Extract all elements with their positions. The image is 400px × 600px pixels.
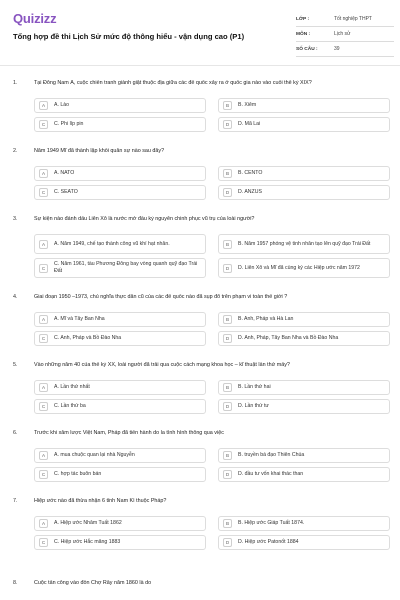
question-1 xyxy=(0,78,400,132)
option-text: D. ANZUS xyxy=(238,189,262,196)
option-d[interactable] xyxy=(218,535,390,550)
question-5 xyxy=(0,360,400,414)
question-text: Cuộc tấn công vào đồn Chợ Rẫy năm 1860 là do xyxy=(34,580,152,586)
option-letter: D xyxy=(223,470,232,479)
option-a[interactable] xyxy=(34,380,206,395)
option-letter: D xyxy=(223,188,232,197)
option-b[interactable] xyxy=(218,98,390,113)
option-letter: A xyxy=(39,451,48,460)
option-text: B. truyền bá đạo Thiên Chúa xyxy=(238,452,305,459)
answer-options xyxy=(34,234,390,278)
option-c[interactable] xyxy=(34,331,206,346)
option-c[interactable] xyxy=(34,117,206,132)
question-text: Tại Đông Nam Á, cuộc chiến tranh giành giật thuộc địa giữa các đế quốc xảy ra ở quốc gia nào vào cuối thế kỷ XIX? xyxy=(34,80,312,86)
option-letter: C xyxy=(39,538,48,547)
question-7 xyxy=(0,496,400,550)
option-a[interactable] xyxy=(34,312,206,327)
question-text: Vào những năm 40 của thế kỷ XX, loài người đã trải qua cuộc cách mạng khoa học – kĩ thuật lần thứ mấy? xyxy=(34,362,290,368)
meta-key: LỚP : xyxy=(296,16,310,22)
option-b[interactable] xyxy=(218,516,390,531)
option-text: A. NATO xyxy=(54,170,75,177)
option-c[interactable] xyxy=(34,258,206,278)
quizizz-logo: Quizizz xyxy=(13,11,57,26)
option-b[interactable] xyxy=(218,166,390,181)
option-d[interactable] xyxy=(218,258,390,278)
option-d[interactable] xyxy=(218,467,390,482)
question-number: 6. xyxy=(13,430,18,436)
option-letter: A xyxy=(39,383,48,392)
option-text: D. Lần thứ tư xyxy=(238,403,269,410)
option-text: C. Hiệp ước Hắc măng 1883 xyxy=(54,539,121,546)
question-text: Sự kiện nào đánh dấu Liên Xô là nước mở đầu kỷ nguyên chinh phục vũ trụ của loài người? xyxy=(34,216,255,222)
option-letter: D xyxy=(223,538,232,547)
option-text: B. Hiệp ước Giáp Tuất 1874. xyxy=(238,520,305,527)
option-letter: B xyxy=(223,169,232,178)
option-letter: B xyxy=(223,101,232,110)
answer-options xyxy=(34,380,390,414)
option-text: A. Lào xyxy=(54,102,69,109)
option-letter: C xyxy=(39,188,48,197)
option-letter: C xyxy=(39,470,48,479)
option-text: C. Lần thứ ba xyxy=(54,403,86,410)
option-a[interactable] xyxy=(34,516,206,531)
meta-value: Lịch sử xyxy=(334,31,351,37)
option-text: D. Mã Lai xyxy=(238,121,261,128)
meta-row-subject xyxy=(296,27,394,42)
option-letter: A xyxy=(39,169,48,178)
meta-value: 39 xyxy=(334,46,340,52)
option-text: A. Mĩ và Tây Ban Nha xyxy=(54,316,105,323)
option-text: D. Liên Xô và Mĩ đã cùng ký các Hiệp ước năm 1972 xyxy=(238,264,360,271)
question-text: Giai đoạn 1950 –1973, chủ nghĩa thực dân cũ của các đế quốc nào đã sụp đổ trên phạm vi toàn thế giới ? xyxy=(34,294,288,300)
option-text: A. Hiệp ước Nhâm Tuất 1862 xyxy=(54,520,122,527)
question-2 xyxy=(0,146,400,200)
option-letter: C xyxy=(39,402,48,411)
option-text: A. Lần thứ nhất xyxy=(54,384,90,391)
option-d[interactable] xyxy=(218,117,390,132)
option-text: B. Lần thứ hai xyxy=(238,384,271,391)
option-text: C. Phi líp pin xyxy=(54,121,84,128)
option-c[interactable] xyxy=(34,535,206,550)
worksheet-header xyxy=(0,0,400,62)
option-d[interactable] xyxy=(218,399,390,414)
option-b[interactable] xyxy=(218,448,390,463)
option-b[interactable] xyxy=(218,312,390,327)
question-text: Hiệp ước nào đã thừa nhận 6 tỉnh Nam Kì thuộc Pháp? xyxy=(34,498,167,504)
option-text: A. Năm 1949, chế tạo thành công vũ khí hạt nhân. xyxy=(54,240,170,247)
meta-row-count xyxy=(296,42,394,57)
option-a[interactable] xyxy=(34,448,206,463)
option-letter: B xyxy=(223,383,232,392)
question-number: 3. xyxy=(13,216,18,222)
option-c[interactable] xyxy=(34,467,206,482)
option-text: D. Anh, Pháp, Tây Ban Nha và Bồ Đào Nha xyxy=(238,335,339,342)
option-a[interactable] xyxy=(34,166,206,181)
option-letter: C xyxy=(39,264,48,273)
question-4 xyxy=(0,292,400,346)
option-text: D. đầu tư vốn khai thác than xyxy=(238,471,304,478)
option-letter: D xyxy=(223,120,232,129)
answer-options xyxy=(34,516,390,550)
question-number: 2. xyxy=(13,148,18,154)
worksheet-meta xyxy=(296,12,394,57)
answer-options xyxy=(34,98,390,132)
question-3 xyxy=(0,214,400,278)
question-number: 4. xyxy=(13,294,18,300)
meta-key: MÔN : xyxy=(296,31,311,37)
option-b[interactable] xyxy=(218,380,390,395)
option-letter: A xyxy=(39,315,48,324)
question-text: Trước khi xâm lược Việt Nam, Pháp đã tiến hành do la tình hình thông qua việc xyxy=(34,430,224,436)
question-number: 8. xyxy=(13,580,18,586)
option-a[interactable] xyxy=(34,98,206,113)
option-text: D. Hiệp ước Patonốt 1884 xyxy=(238,539,299,546)
option-text: B. Xiêm xyxy=(238,102,257,109)
question-6 xyxy=(0,428,400,482)
option-c[interactable] xyxy=(34,185,206,200)
option-a[interactable] xyxy=(34,234,206,254)
answer-options xyxy=(34,448,390,482)
option-letter: A xyxy=(39,519,48,528)
option-text: C. hợp tác buôn bán xyxy=(54,471,102,478)
meta-value: Tốt nghiệp THPT xyxy=(334,16,372,22)
option-b[interactable] xyxy=(218,234,390,254)
option-letter: D xyxy=(223,402,232,411)
option-text: A. mua chuộc quan lại nhà Nguyễn xyxy=(54,452,135,459)
option-text: C. Năm 1961, tàu Phương Đông bay vòng quanh quỹ đạo Trái Đất xyxy=(54,261,198,274)
option-d[interactable] xyxy=(218,185,390,200)
header-divider xyxy=(0,65,400,66)
question-number: 1. xyxy=(13,80,18,86)
page-title: Tổng hợp đề thi Lịch Sử mức độ thông hiểu - vận dụng cao (P1) xyxy=(13,32,245,41)
option-letter: B xyxy=(223,240,232,249)
option-d[interactable] xyxy=(218,331,390,346)
option-letter: D xyxy=(223,264,232,273)
option-letter: B xyxy=(223,519,232,528)
answer-options xyxy=(34,166,390,200)
meta-key: SỐ CÂU : xyxy=(296,46,318,52)
option-letter: A xyxy=(39,101,48,110)
option-text: C. Anh, Pháp và Bồ Đào Nha xyxy=(54,335,122,342)
option-c[interactable] xyxy=(34,399,206,414)
question-8 xyxy=(0,578,400,592)
option-text: B. CENTO xyxy=(238,170,263,177)
option-text: B. Năm 1957 phóng vệ tinh nhân tạo lên quỹ đạo Trái Đất xyxy=(238,240,371,247)
answer-options xyxy=(34,312,390,346)
option-letter: C xyxy=(39,120,48,129)
question-text: Năm 1949 Mĩ đã thành lập khối quân sự nào sau đây? xyxy=(34,148,165,154)
question-number: 5. xyxy=(13,362,18,368)
meta-row-class xyxy=(296,12,394,27)
question-list xyxy=(0,78,400,564)
option-letter: B xyxy=(223,451,232,460)
option-letter: B xyxy=(223,315,232,324)
option-letter: C xyxy=(39,334,48,343)
option-letter: A xyxy=(39,240,48,249)
option-text: C. SEATO xyxy=(54,189,78,196)
option-letter: D xyxy=(223,334,232,343)
option-text: B. Anh, Pháp và Hà Lan xyxy=(238,316,294,323)
question-number: 7. xyxy=(13,498,18,504)
